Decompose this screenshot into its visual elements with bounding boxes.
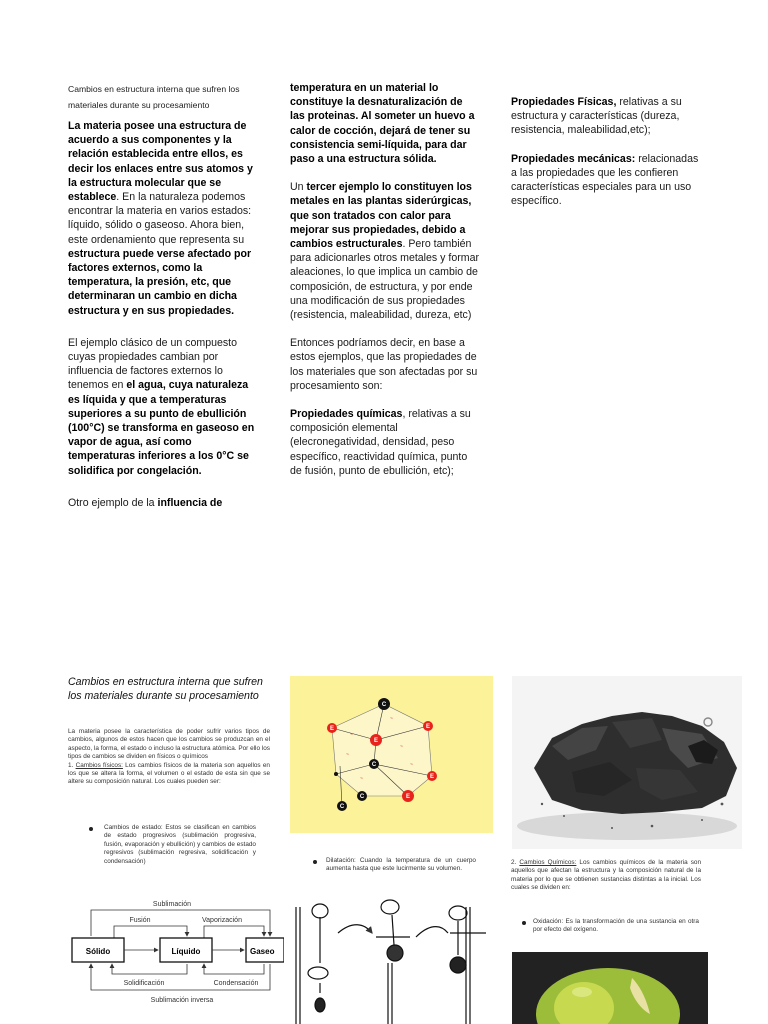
paragraph-other-example: Otro ejemplo de la influencia de bbox=[68, 496, 223, 509]
ball-ring-illustration bbox=[290, 893, 494, 1024]
svg-text:C: C bbox=[339, 804, 345, 810]
svg-text:Sublimación inversa: Sublimación inversa bbox=[150, 997, 214, 1004]
svg-text:C: C bbox=[381, 702, 387, 708]
bullet-icon bbox=[522, 921, 526, 925]
svg-text:E: E bbox=[429, 774, 435, 780]
svg-text:Fusión: Fusión bbox=[129, 917, 151, 924]
svg-text:E: E bbox=[373, 738, 379, 744]
svg-text:Vaporización: Vaporización bbox=[202, 917, 242, 924]
svg-text:Sublimación: Sublimación bbox=[152, 901, 192, 908]
svg-text:Condensación: Condensación bbox=[213, 980, 259, 987]
svg-text:Solidificación: Solidificación bbox=[123, 980, 165, 987]
bullet-icon bbox=[313, 860, 317, 864]
svg-text:E: E bbox=[425, 724, 431, 730]
rock-photo bbox=[512, 676, 742, 849]
paragraph-chemical-properties: Propiedades químicas, relativas a su composición elemental (elecronegatividad, densidad, peso específico, reactividad química, punto de fusión, punto de ebullición, etc); bbox=[290, 408, 471, 477]
paragraph-mechanical-properties: Propiedades mecánicas: relacionadas a las propiedades que les confieren características especiales para un uso específico. bbox=[511, 152, 699, 208]
svg-text:C: C bbox=[371, 762, 377, 768]
column-2 bbox=[290, 81, 480, 492]
paragraph-metals: Un tercer ejemplo lo constituyen los metales en las plantas siderúrgicas, que son tratados con calor para mejorar sus propiedades, debido a cambios estructurales. Pero también para adicionarles otros metales y formar aleaciones, lo que implica un cambio de composición, de estructura, y por ende una modificación de sus propiedades (resistencia, maleabilidad, dureza, etc) bbox=[290, 181, 480, 322]
chemical-changes-text: 2. Cambios Químicos: Los cambios químicos de la materia son aquellos que afectan la estructura y la composición natural de la materia por lo que se obtienen sustancias distintas a la inicial. Los cuales se dividen en: bbox=[511, 859, 701, 892]
svg-text:~: ~ bbox=[410, 762, 413, 768]
states-of-matter-diagram bbox=[64, 898, 284, 1008]
svg-text:Gaseo: Gaseo bbox=[250, 947, 275, 956]
molecule-diagram bbox=[290, 676, 493, 833]
paragraph-conclusion: Entonces podríamos decir, en base a estos ejemplos, que las propiedades de los materiales que son afectadas por su procesamiento son: bbox=[290, 337, 478, 392]
svg-text:~: ~ bbox=[346, 752, 349, 758]
svg-text:~: ~ bbox=[350, 732, 353, 738]
svg-text:~: ~ bbox=[400, 744, 403, 750]
svg-text:~: ~ bbox=[360, 776, 363, 782]
svg-text:E: E bbox=[329, 726, 335, 732]
dilatation-bullet: Dilatación: Cuando la temperatura de un cuerpo aumenta hasta que este lucirmente su volumen. bbox=[326, 857, 476, 873]
svg-text:E: E bbox=[405, 794, 411, 800]
paragraph-structure: La materia posee una estructura de acuerdo a sus componentes y la relación establecida entre ellos, es decir los enlaces entre sus atomos y la estructura molecular que se establece. En la naturaleza podemos encontrar la materia en varios estados: líquido, sólido o gaseoso. Ahora bien, este ordenamiento que representa su estructura puede verse afectado por factores externos, como la temperatura, la presión, etc, que determinaran un cambio en dicha estructura y en sus propiedades. bbox=[68, 120, 253, 317]
apple-photo bbox=[512, 952, 708, 1024]
svg-text:~: ~ bbox=[390, 716, 393, 722]
svg-text:C: C bbox=[359, 794, 365, 800]
bottom-title: Cambios en estructura interna que sufren los materiales durante su procesamiento bbox=[68, 676, 263, 702]
paragraph-proteins: temperatura en un material lo constituye la desnaturalización de las proteinas. Al someter un huevo a calor de cocción, dejará de tener su consistencia semi-líquida, para dar paso a una estructura sólida. bbox=[290, 82, 475, 166]
bullet-icon bbox=[89, 827, 93, 831]
svg-text:Sólido: Sólido bbox=[85, 947, 111, 956]
states-bullet: Cambios de estado: Estos se clasifican en cambios de estado progresivos (sublimación progresiva, fusión, evaporación y ebullición) y cambios de estado regresivos (sublimación regresiva, solidificación y condensación) bbox=[104, 824, 256, 865]
physical-changes-text: La materia posee la característica de poder sufrir varios tipos de cambios, algunos de estos hacen que los cambios se produzcan en el aspecto, la forma, el estado o incluso la estructura atómica. Por ello los tipos de cambios se dividen en físicos o químicos 1. Cambios físicos: Los cambios físicos de la materia son aquellos en los que se altera la forma, el volumen o el estado de esta sin que se altere su composición natural. Los cuales pueden ser: bbox=[68, 728, 270, 786]
paragraph-physical-properties: Propiedades Físicas, relativas a su estructura y características (dureza, resistencia, maleabilidad,etc); bbox=[511, 96, 682, 137]
column-1 bbox=[68, 81, 258, 524]
oxidation-bullet: Oxidación: Es la transformación de una sustancia en otra por efecto del oxígeno. bbox=[533, 918, 699, 934]
column-3 bbox=[511, 95, 701, 222]
paragraph-water: El ejemplo clásico de un compuesto cuyas propiedades cambian por influencia de factores externos lo tenemos en el agua, cuya naturaleza es líquida y que a temperaturas superiores a su punto de ebullición (100°C) se transforma en gaseoso en vapor de agua, así como temperaturas inferiores a los 0°C se solidifica por congelación. bbox=[68, 336, 255, 477]
svg-text:Líquido: Líquido bbox=[171, 947, 201, 956]
section-title: Cambios en estructura interna que sufren los materiales durante su procesamiento bbox=[68, 84, 240, 110]
